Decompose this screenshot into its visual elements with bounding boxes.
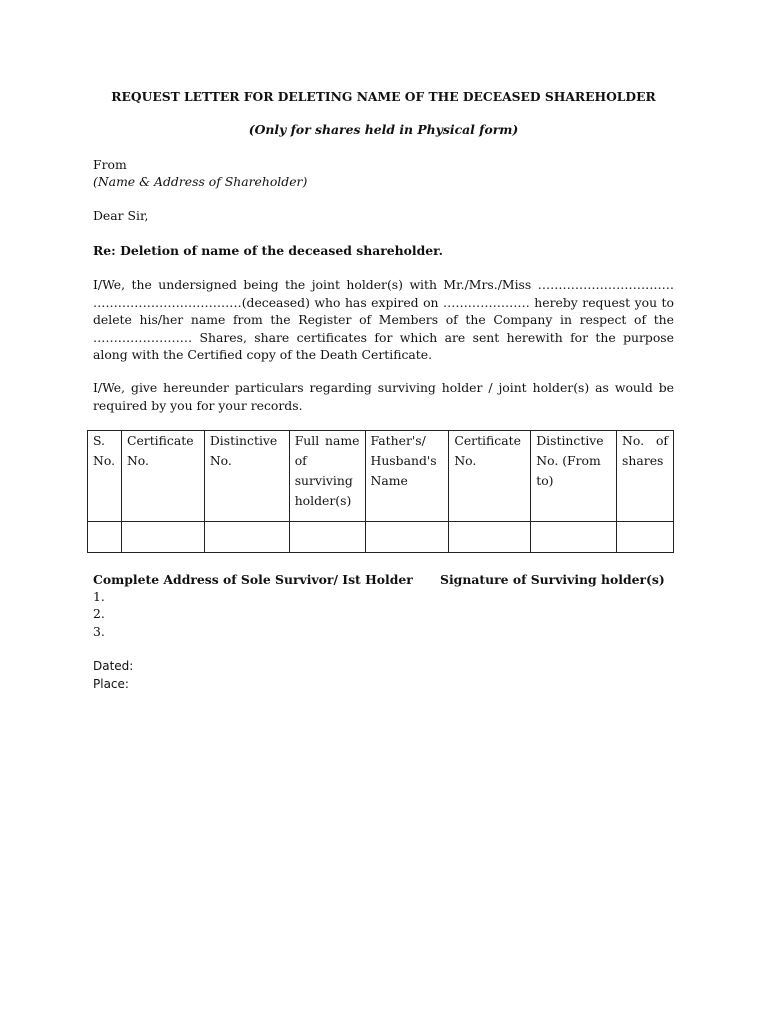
paragraph-2-text: I/We, give hereunder particulars regarding surviving holder / joint holder(s) as would be required by you for your records.: [93, 380, 674, 413]
paragraph-1-text: I/We, the undersigned being the joint holder(s) with Mr./Mrs./Miss …………………………… ………………………………(deceased) who has expired on ………………… hereby request you to delete his/her name from the Register of Members of the Company in respect of the …………………… Shares, share certificates for which are sent herewith for the purpose along with the Certified copy of the Death Certificate.: [93, 277, 674, 362]
list-item: 3.: [93, 624, 105, 639]
table-cell[interactable]: [449, 522, 531, 553]
table-cell[interactable]: [531, 522, 617, 553]
header-cell-distinctive-range: Distinctive No. (From to): [531, 431, 617, 522]
table-cell[interactable]: [88, 522, 122, 553]
header-cell-father-husband: Father's/ Husband's Name: [365, 431, 449, 522]
place-label: Place:: [93, 677, 129, 691]
table-cell[interactable]: [365, 522, 449, 553]
salutation: Dear Sir,: [93, 208, 149, 223]
signature-heading: Signature of Surviving holder(s): [440, 572, 665, 587]
header-cell-sno: S. No.: [88, 431, 122, 522]
table-cell[interactable]: [204, 522, 289, 553]
address-heading: Complete Address of Sole Survivor/ Ist Holder: [93, 572, 413, 587]
list-item: 2.: [93, 606, 105, 621]
dated-label: Dated:: [93, 659, 134, 673]
from-label: From: [93, 157, 127, 172]
table-cell[interactable]: [289, 522, 365, 553]
table-cell[interactable]: [121, 522, 204, 553]
body-paragraph-1: [93, 276, 674, 364]
header-cell-certificate: Certificate No.: [121, 431, 204, 522]
table-header-row: [88, 431, 674, 522]
header-cell-certificate-2: Certificate No.: [449, 431, 531, 522]
header-cell-distinctive: Distinctive No.: [204, 431, 289, 522]
holder-particulars-table: [87, 430, 674, 553]
document-subtitle: (Only for shares held in Physical form): [248, 122, 519, 137]
header-cell-full-name: Full name of surviving holder(s): [289, 431, 365, 522]
table-row: [88, 522, 674, 553]
body-paragraph-2: [93, 379, 674, 414]
from-placeholder: (Name & Address of Shareholder): [93, 174, 308, 189]
list-item: 1.: [93, 589, 105, 604]
header-cell-no-of-shares: No. of shares: [617, 431, 674, 522]
subject-line: Re: Deletion of name of the deceased shareholder.: [93, 243, 443, 258]
document-title: REQUEST LETTER FOR DELETING NAME OF THE DECEASED SHAREHOLDER: [111, 89, 656, 104]
table-cell[interactable]: [617, 522, 674, 553]
